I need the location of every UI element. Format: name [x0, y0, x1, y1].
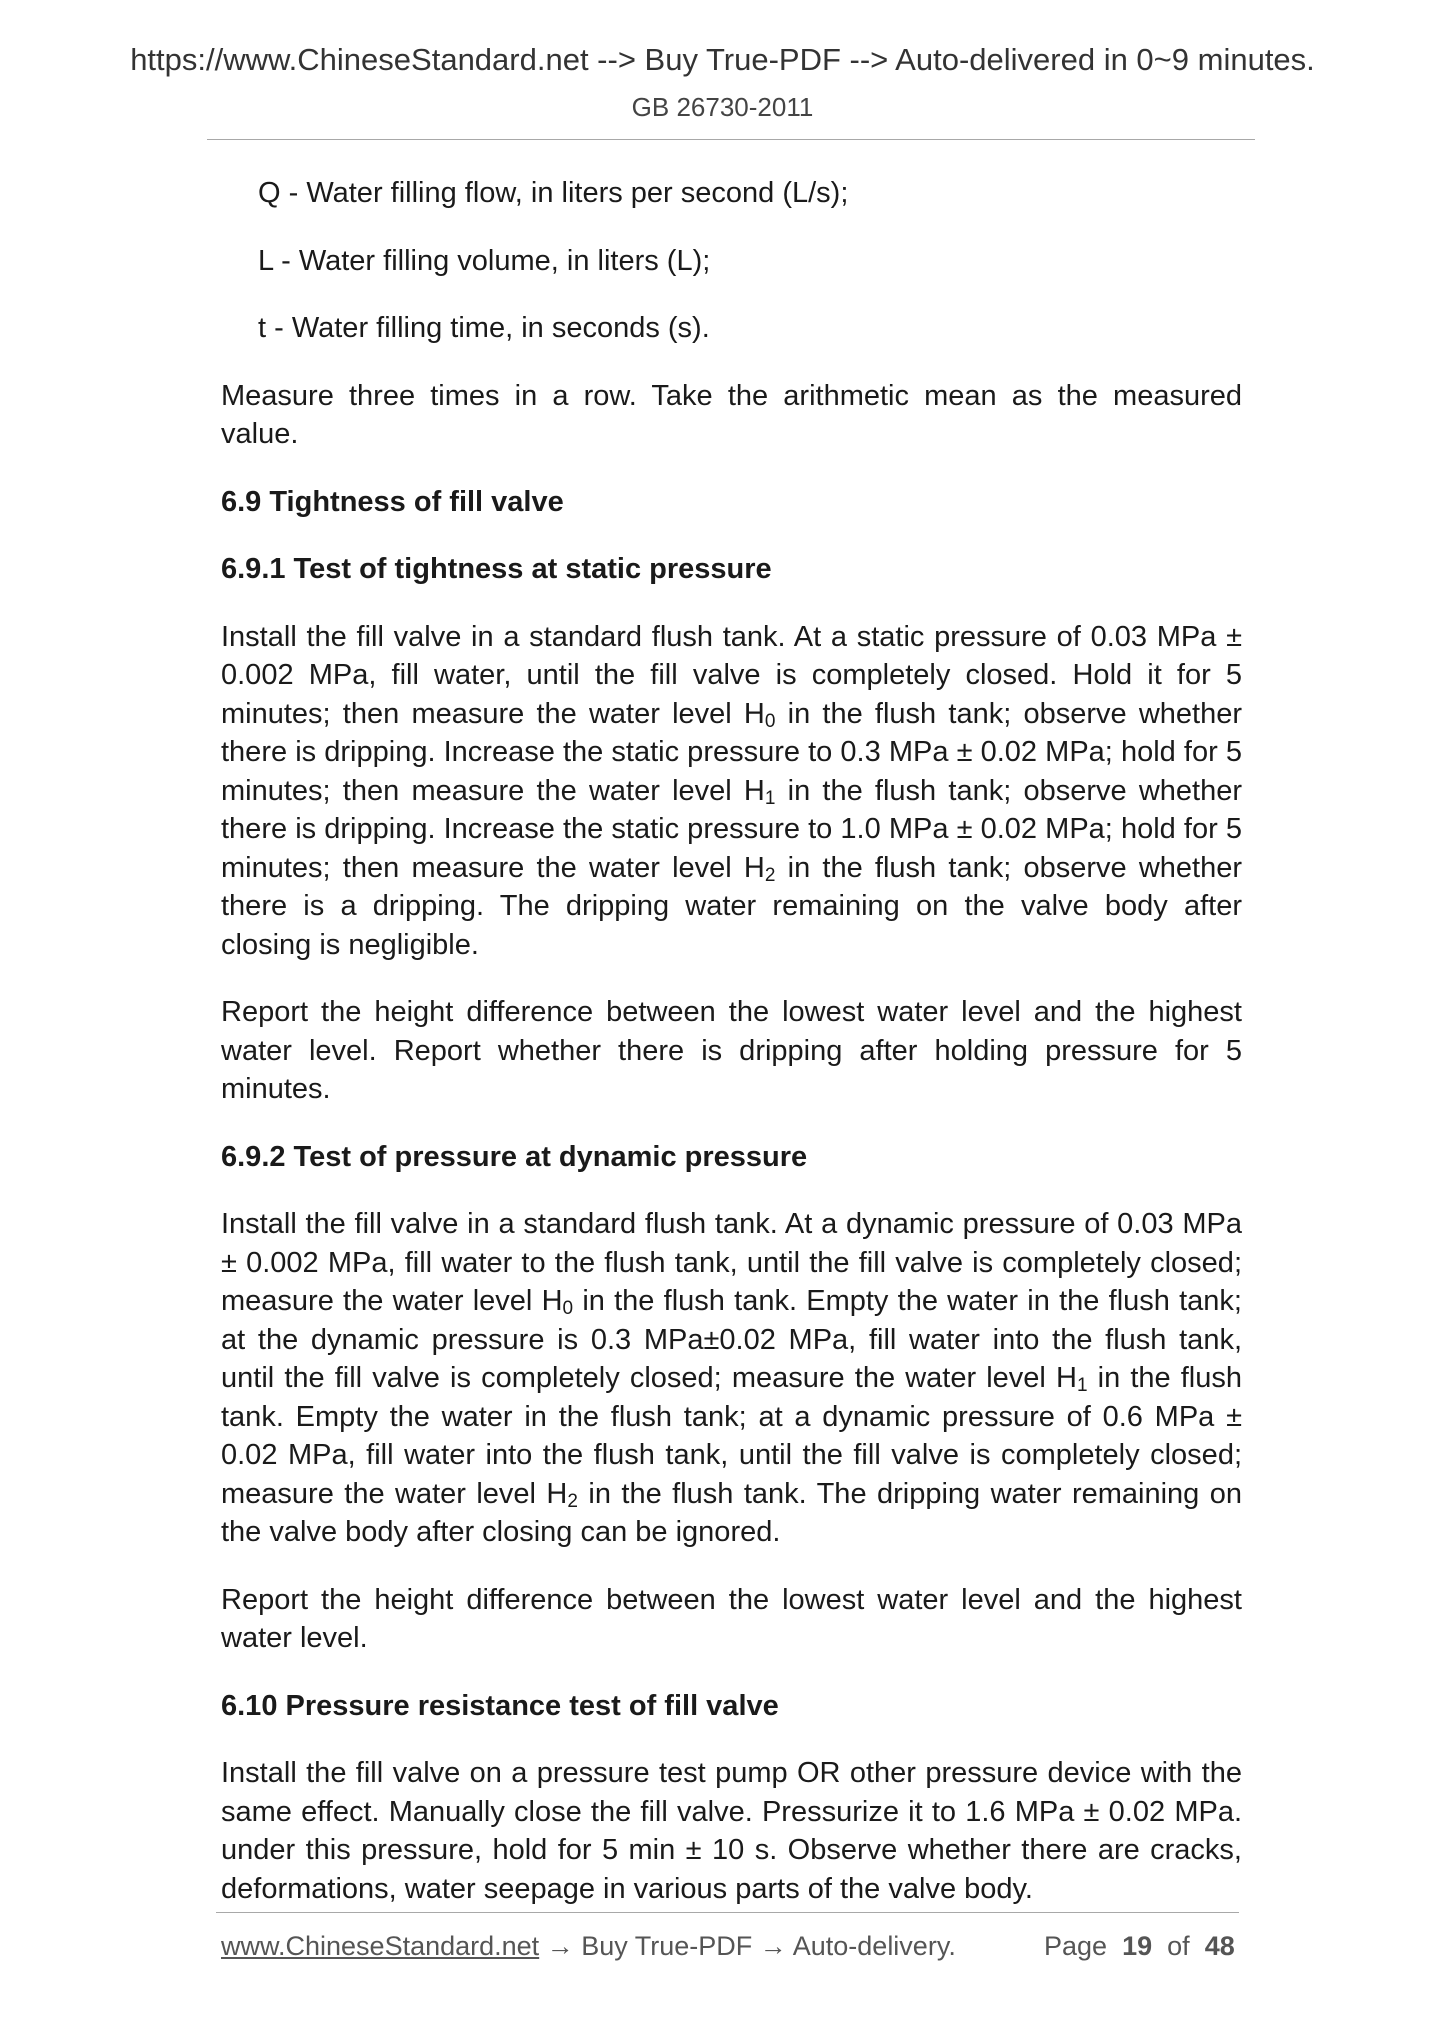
page-total: 48: [1204, 1931, 1235, 1961]
page-body: [221, 174, 1242, 1937]
measure-note: Measure three times in a row. Take the arithmetic mean as the measured value.: [221, 379, 1242, 450]
footer-divider: [216, 1912, 1239, 1913]
section-6-9-1-heading: 6.9.1 Test of tightness at static pressure: [221, 553, 772, 585]
footer-tagline: → Buy True-PDF → Auto-delivery.: [539, 1931, 956, 1961]
page-label: Page: [1044, 1931, 1108, 1961]
definition-l: L - Water filling volume, in liters (L);: [258, 244, 711, 277]
header-source-line: https://www.ChineseStandard.net --> Buy True-PDF --> Auto-delivered in 0~9 minutes.: [130, 42, 1315, 77]
of-label: of: [1167, 1931, 1190, 1961]
section-6-10-heading: 6.10 Pressure resistance test of fill valve: [221, 1689, 779, 1722]
definition-t: t - Water filling time, in seconds (s).: [258, 312, 710, 344]
section-6-9-heading: 6.9 Tightness of fill valve: [221, 485, 564, 518]
section-6-9-2-heading: 6.9.2 Test of pressure at dynamic pressure: [221, 1140, 808, 1173]
section-6-9-2-report: Report the height difference between the lowest water level and the highest water level.: [221, 1583, 1242, 1654]
page-indicator: [1044, 1931, 1235, 1962]
definition-q: Q - Water filling flow, in liters per second (L/s);: [258, 177, 849, 209]
footer-left: [221, 1931, 956, 1962]
section-6-9-1-paragraph: Install the fill valve in a standard flush tank. At a static pressure of 0.03 MPa ± 0.002 MPa, fill water, until the fill valve is completely closed. Hold it for 5 minutes; then measure the water level $H_0$ in the flush tank; observe whether there is dripping. Increase the static pressure to 0.3 MPa ± 0.02 MPa; hold for 5 minutes; then measure the water level $H_1$ in the flush tank; observe whether there is dripping. Increase the static pressure to 1.0 MPa ± 0.02 MPa; hold for 5 minutes; then measure the water level $H_2$ in the flush tank; observe whether there is a dripping. The dripping water remaining on the valve body after closing is negligible.: [221, 620, 1242, 961]
section-6-9-1-report: Report the height difference between the lowest water level and the highest water level. Report whether there is dripping after holding pressure for 5 minutes.: [221, 996, 1242, 1105]
footer-site-link[interactable]: www.ChineseStandard.net: [221, 1931, 540, 1961]
section-6-9-2-paragraph: Install the fill valve in a standard flush tank. At a dynamic pressure of 0.03 MPa ± 0.002 MPa, fill water to the flush tank, until the fill valve is completely closed; measure the water level $H_0$ in the flush tank. Empty the water in the flush tank; at the dynamic pressure is 0.3 MPa±0.02 MPa, fill water into the flush tank, until the fill valve is completely closed; measure the water level $H_1$ in the flush tank. Empty the water in the flush tank; at a dynamic pressure of 0.6 MPa ± 0.02 MPa, fill water into the flush tank, until the fill valve is completely closed; measure the water level $H_2$ in the flush tank. The dripping water remaining on the valve body after closing can be ignored.: [221, 1208, 1242, 1548]
page-number: 19: [1122, 1931, 1153, 1961]
header-divider: [207, 139, 1255, 140]
section-6-10-paragraph: Install the fill valve on a pressure test pump OR other pressure device with the same effect. Manually close the fill valve. Pressurize it to 1.6 MPa ± 0.02 MPa. under this pressure, hold for 5 min ± 10 s. Observe whether there are cracks, deformations, water seepage in various parts of the valve body.: [221, 1757, 1242, 1905]
standard-number: GB 26730-2011: [631, 92, 814, 122]
